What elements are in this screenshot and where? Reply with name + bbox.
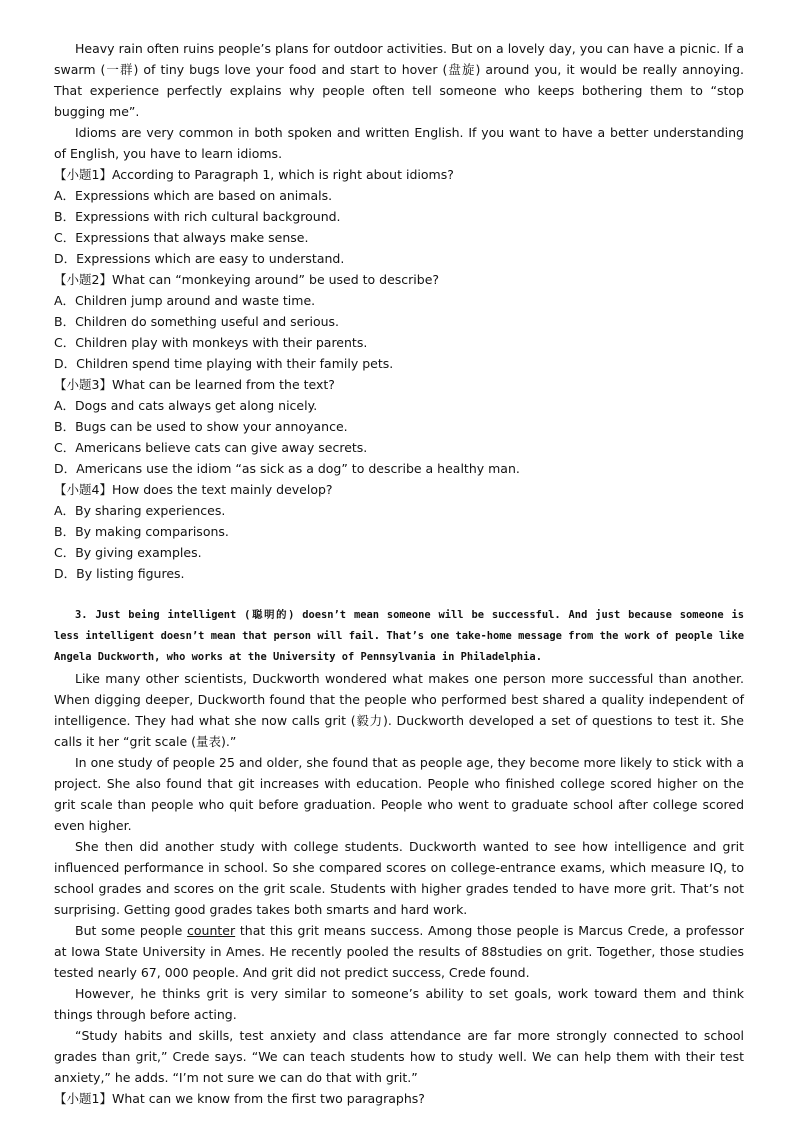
option-b: B．Children do something useful and serious. bbox=[54, 314, 340, 329]
question-block-3 bbox=[54, 374, 744, 479]
option-b: B．By making comparisons. bbox=[54, 524, 229, 539]
passage3-paragraph-3: She then did another study with college students. Duckworth wanted to see how intelligence and grit influenced performance in school. So she compared scores on college-entrance exams, which measure IQ, to school grades and scores on the grit scale. Students with higher grades tended to have more grit. That’s not surprising. Getting good grades takes both smarts and hard work. bbox=[54, 839, 744, 917]
passage3-paragraph-2: In one study of people 25 and older, she found that as people age, they become more likely to stick with a project. She also found that git increases with education. People who finished college scored higher on the grit scale than people who quit before graduation. People who went to graduate school after college scored even higher. bbox=[54, 755, 744, 833]
option-a: A．By sharing experiences. bbox=[54, 503, 226, 518]
option-c: C．Americans believe cats can give away secrets. bbox=[54, 440, 368, 455]
question-stem: 【小题1】What can we know from the first two paragraphs? bbox=[54, 1091, 425, 1106]
question-stem: 【小题1】According to Paragraph 1, which is right about idioms? bbox=[54, 167, 454, 182]
option-a: A．Dogs and cats always get along nicely. bbox=[54, 398, 318, 413]
passage3-intro: 3. Just being intelligent (聪明的) doesn’t mean someone will be successful. And just because someone is less intelligent doesn’t mean that person will fail. That’s one take-home message from the work of people like Angela Duckworth, who works at the University of Pennsylvania in Philadelphia. bbox=[54, 609, 744, 663]
question-stem: 【小题3】What can be learned from the text? bbox=[54, 377, 335, 392]
section-spacer bbox=[54, 584, 744, 605]
option-d: D．Children spend time playing with their family pets. bbox=[54, 356, 394, 371]
underlined-word-counter: counter bbox=[187, 923, 236, 938]
option-d: D．Americans use the idiom “as sick as a dog” to describe a healthy man. bbox=[54, 461, 520, 476]
passage3-paragraph-4 bbox=[54, 920, 744, 983]
option-c: C．Children play with monkeys with their parents. bbox=[54, 335, 368, 350]
document-content bbox=[54, 38, 744, 1109]
passage2-paragraph-2: Idioms are very common in both spoken and written English. If you want to have a better understanding of English, you have to learn idioms. bbox=[54, 125, 744, 161]
question-stem: 【小题4】How does the text mainly develop? bbox=[54, 482, 333, 497]
passage3-paragraph-6: “Study habits and skills, test anxiety and class attendance are far more strongly connected to school grades than grit,” Crede says. “We can teach students how to study well. We can help them with their test anxiety,” he adds. “I’m not sure we can do that with grit.” bbox=[54, 1028, 744, 1085]
question-block-4 bbox=[54, 479, 744, 584]
option-b: B．Expressions with rich cultural background. bbox=[54, 209, 341, 224]
question-stem: 【小题2】What can “monkeying around” be used to describe? bbox=[54, 272, 440, 287]
question-block-2 bbox=[54, 269, 744, 374]
option-a: A．Expressions which are based on animals. bbox=[54, 188, 333, 203]
option-b: B．Bugs can be used to show your annoyance. bbox=[54, 419, 348, 434]
option-a: A．Children jump around and waste time. bbox=[54, 293, 316, 308]
paragraph-text: that this grit means success. Among those people is Marcus Crede, a professor at Iowa State University in Ames. He recently pooled the results of 88studies on grit. Together, those studies tested nearly 67, 000 people. And grit did not predict success, Crede found. bbox=[54, 923, 745, 980]
option-d: D．Expressions which are easy to understand. bbox=[54, 251, 345, 266]
option-d: D．By listing figures. bbox=[54, 566, 185, 581]
passage3-paragraph-1: Like many other scientists, Duckworth wondered what makes one person more successful than another. When digging deeper, Duckworth found that the people who performed best shared a quality independent of intelligence. They had what she now calls grit (毅力). Duckworth developed a set of questions to test it. She calls it her “grit scale (量表).” bbox=[54, 671, 744, 749]
question-block-1 bbox=[54, 164, 744, 269]
passage2-paragraph-1: Heavy rain often ruins people’s plans for outdoor activities. But on a lovely day, you can have a picnic. If a swarm (一群) of tiny bugs love your food and start to hover (盘旋) around you, it would be really annoying. That experience perfectly explains why people often tell someone who keeps bothering them to “stop bugging me”. bbox=[54, 41, 744, 119]
paragraph-text: But some people bbox=[75, 923, 188, 938]
option-c: C．Expressions that always make sense. bbox=[54, 230, 309, 245]
option-c: C．By giving examples. bbox=[54, 545, 202, 560]
passage3-paragraph-5: However, he thinks grit is very similar to someone’s ability to set goals, work toward them and think things through before acting. bbox=[54, 986, 744, 1022]
